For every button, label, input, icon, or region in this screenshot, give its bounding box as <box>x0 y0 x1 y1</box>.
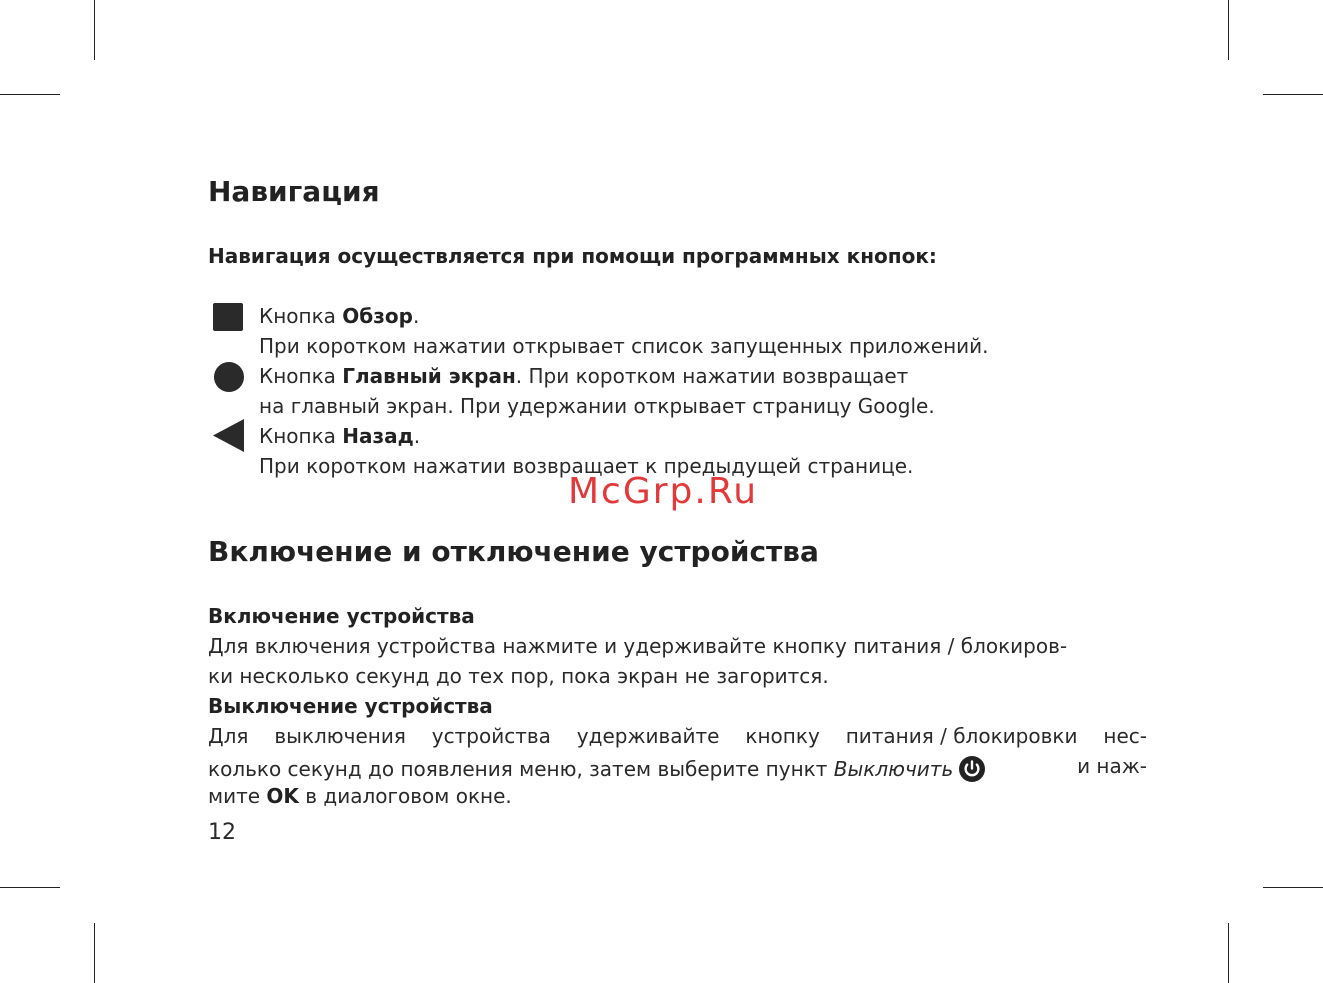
crop-mark <box>1228 923 1229 983</box>
home-title: Кнопка Главный экран. При коротком нажатии возвращает <box>259 364 909 388</box>
back-desc: При коротком нажатии возвращает к предыдущей странице. <box>259 454 914 478</box>
word: питания / блокировки <box>845 724 1078 748</box>
crop-mark <box>1263 887 1323 888</box>
crop-mark <box>94 0 95 60</box>
back-triangle-icon <box>213 419 245 453</box>
watermark: McGrp.Ru <box>568 471 759 512</box>
power-off-line-3: мите OK в диалоговом окне. <box>208 784 512 808</box>
crop-mark <box>1228 0 1229 60</box>
navigation-heading: Навигация <box>208 175 380 208</box>
power-on-line-1: Для включения устройства нажмите и удерживайте кнопку питания / блокиров- <box>208 634 1068 658</box>
page-number: 12 <box>208 820 236 845</box>
word: удерживайте <box>576 724 720 748</box>
crop-mark <box>0 94 60 95</box>
square-icon <box>213 303 243 333</box>
crop-mark <box>0 887 60 888</box>
overview-title: Кнопка Обзор. <box>259 304 420 328</box>
navigation-intro: Навигация осуществляется при помощи программных кнопок: <box>208 244 937 268</box>
word: устройства <box>431 724 551 748</box>
word: нес- <box>1103 724 1147 748</box>
power-on-title: Включение устройства <box>208 604 475 628</box>
word: выключения <box>274 724 406 748</box>
home-desc: на главный экран. При удержании открывает страницу Google. <box>259 394 935 418</box>
power-off-line-1 <box>208 726 1147 746</box>
circle-icon <box>213 361 245 393</box>
power-on-line-2: ки несколько секунд до тех пор, пока экран не загорится. <box>208 664 829 688</box>
word: кнопку <box>745 724 820 748</box>
crop-mark <box>1263 94 1323 95</box>
crop-mark <box>94 923 95 983</box>
overview-desc: При коротком нажатии открывает список запущенных приложений. <box>259 334 989 358</box>
word: Для <box>208 724 249 748</box>
back-title: Кнопка Назад. <box>259 424 421 448</box>
power-off-title: Выключение устройства <box>208 694 493 718</box>
power-icon <box>959 756 985 782</box>
power-off-line-2: колько секунд до появления меню, затем выберите пункт Выключить и наж- <box>208 754 1147 781</box>
power-heading: Включение и отключение устройства <box>208 535 819 568</box>
